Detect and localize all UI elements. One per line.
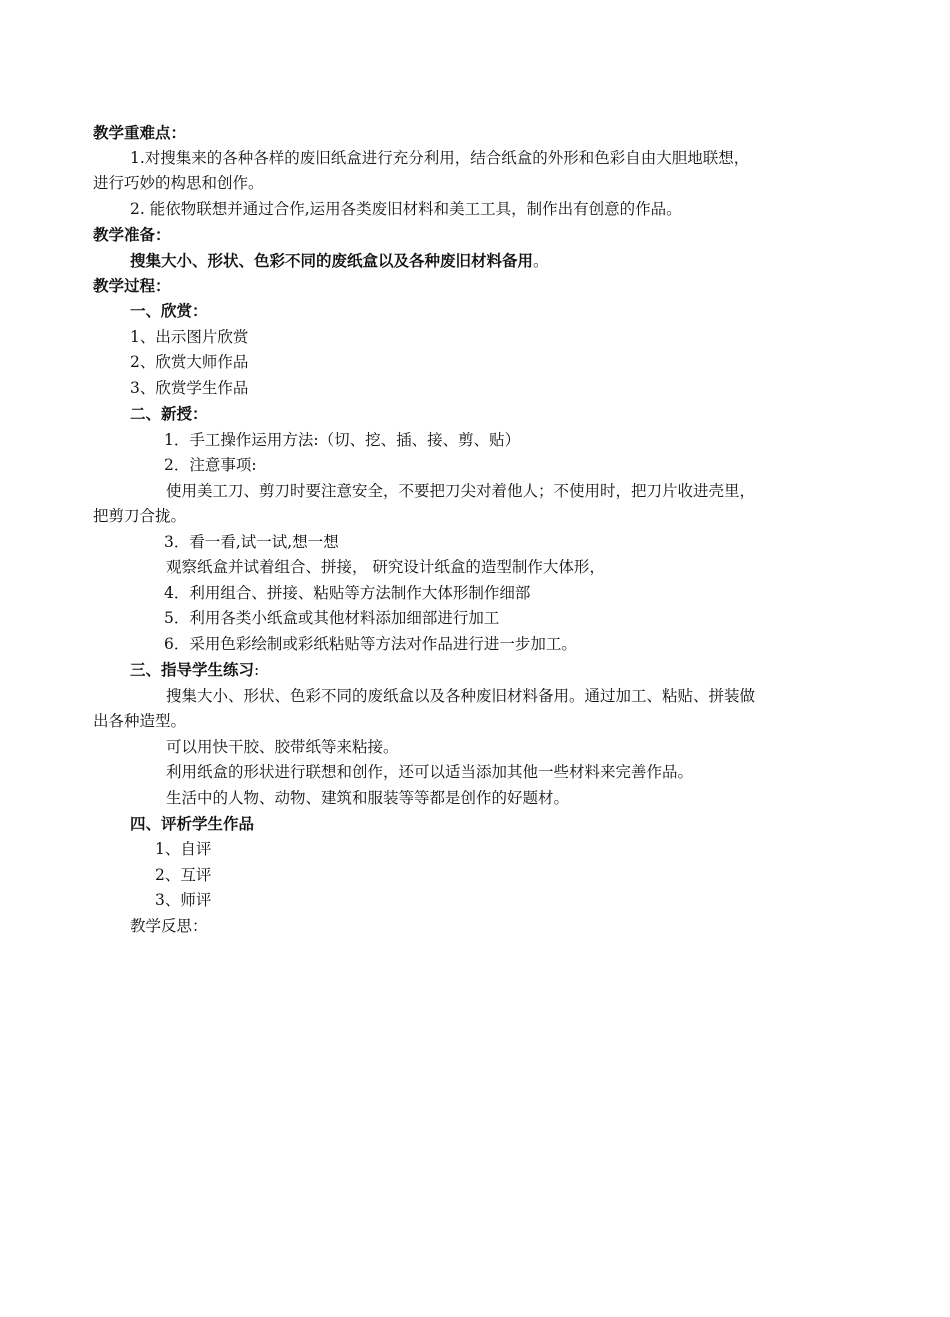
part-2-step-1: 1．手工操作运用方法:（切、挖、插、接、剪、贴） [164,431,521,449]
process-heading: 教学过程： [93,277,171,295]
part-2-step-5: 5．利用各类小纸盒或其他材料添加细部进行加工 [164,609,500,627]
part-1-item-3: 3、欣赏学生作品 [130,379,249,397]
part-3-text-3: 利用纸盒的形状进行联想和创作，还可以适当添加其他一些材料来完善作品。 [166,763,694,781]
preparation-text-end: 。 [533,252,549,270]
part-2-step-2-text-line-1: 使用美工刀、剪刀时要注意安全，不要把刀尖对着他人；不使用时，把刀片收进壳里， [166,482,756,500]
key-difficulties-item-1-line-2: 进行巧妙的构思和创作。 [93,174,264,192]
reflection-heading: 教学反思： [130,917,208,935]
part-1-item-2: 2、欣赏大师作品 [130,353,249,371]
part-2-step-2: 2．注意事项: [164,456,257,474]
preparation-text-bold: 搜集大小、形状、色彩不同的废纸盒以及各种废旧材料备用 [130,252,534,270]
preparation-heading: 教学准备： [93,226,171,244]
part-4-item-2: 2、互评 [155,866,212,884]
part-3-title: 三、指导学生练习 [130,660,255,679]
part-3-text-1-line-1: 搜集大小、形状、色彩不同的废纸盒以及各种废旧材料备用。通过加工、粘贴、拼装做 [166,687,756,705]
part-3-title-colon: : [254,661,260,679]
part-1-item-1: 1、出示图片欣赏 [130,328,249,346]
part-1-title: 一、欣赏： [130,301,208,320]
part-2-step-4: 4．利用组合、拼接、粘贴等方法制作大体形制作细部 [164,584,531,602]
part-3-title-line [130,659,259,681]
part-2-step-2-text-line-2: 把剪刀合拢。 [93,507,187,525]
part-4-item-3: 3、师评 [155,891,212,909]
key-difficulties-item-1-line-1: 1.对搜集来的各种各样的废旧纸盒进行充分利用，结合纸盒的外形和色彩自由大胆地联想， [130,149,750,167]
part-2-step-3: 3．看一看,试一试,想一想 [164,533,339,551]
preparation-text [130,250,549,272]
key-difficulties-heading: 教学重难点： [93,124,187,142]
part-4-item-1: 1、自评 [155,840,212,858]
key-difficulties-item-2: 2. 能依物联想并通过合作,运用各类废旧材料和美工工具，制作出有创意的作品。 [130,200,682,218]
part-2-step-6: 6．采用色彩绘制或彩纸粘贴等方法对作品进行进一步加工。 [164,635,577,653]
part-3-text-2: 可以用快干胶、胶带纸等来粘接。 [166,738,399,756]
part-2-step-3-text: 观察纸盒并试着组合、拼接， 研究设计纸盒的造型制作大体形， [166,558,605,576]
part-2-title: 二、新授： [130,404,208,423]
part-4-title: 四、评析学生作品 [130,814,255,833]
part-3-text-1-line-2: 出各种造型。 [93,712,187,730]
part-3-text-4: 生活中的人物、动物、建筑和服装等等都是创作的好题材。 [166,789,570,807]
